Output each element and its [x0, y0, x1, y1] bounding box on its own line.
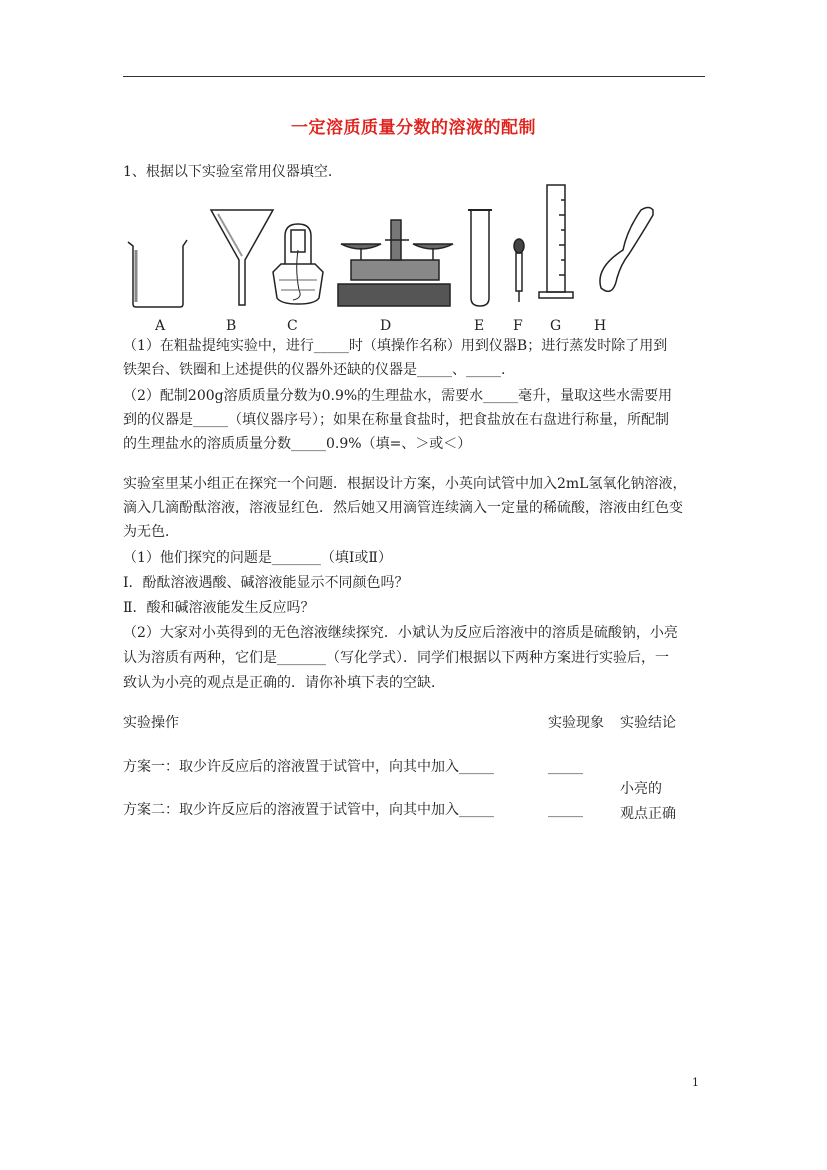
- q1-part1-line2: 铁架台、铁圈和上述提供的仪器外还缺的仪器是_____、_____.: [123, 362, 506, 378]
- q2-sub2-line2: 认为溶质有两种，它们是_______（写化学式）．同学们根据以下两种方案进行实验后，一: [123, 650, 669, 666]
- page-number: 1: [692, 1076, 699, 1089]
- apparatus-label-h: H: [594, 318, 607, 334]
- page-title: 一定溶质质量分数的溶液的配制: [291, 118, 536, 138]
- q2-intro-line3: 为无色．: [123, 524, 179, 540]
- beaker-icon: [128, 240, 187, 307]
- table-conclusion-line2: 观点正确: [620, 806, 676, 822]
- dropper-icon: [514, 239, 524, 302]
- alcohol-lamp-icon: [273, 224, 323, 304]
- q1-part2-line1: （2）配制200g溶质质量分数为0.9%的生理盐水，需要水_____毫升，量取这些水需要用: [123, 388, 673, 404]
- table-header-phenomenon: 实验现象: [548, 715, 604, 731]
- apparatus-label-c: C: [287, 318, 298, 334]
- q1-part1-line1: （1）在粗盐提纯实验中，进行_____时（填操作名称）用到仪器B；进行蒸发时除了用到: [123, 338, 668, 354]
- table-header-operation: 实验操作: [123, 715, 179, 731]
- q1-part2-line2: 到的仪器是_____（填仪器序号）；如果在称量食盐时，把食盐放在右盘进行称量，所配制: [123, 412, 669, 428]
- q2-sub2-line1: （2）大家对小英得到的无色溶液继续探究．小斌认为反应后溶液中的溶质是硫酸钠，小亮: [123, 625, 678, 641]
- question-1-heading: 1、根据以下实验室常用仪器填空.: [123, 164, 333, 180]
- q2-option-1: Ⅰ．酚酞溶液遇酸、碱溶液能显示不同颜色吗？: [123, 575, 409, 591]
- apparatus-label-e: E: [474, 318, 485, 334]
- balance-icon: [338, 220, 453, 306]
- table-row1-phenomenon: _____: [548, 759, 583, 775]
- header-rule: [123, 76, 705, 77]
- q2-sub2-line3: 致认为小亮的观点是正确的．请你补填下表的空缺．: [123, 675, 445, 691]
- apparatus-label-b: B: [226, 318, 237, 334]
- q2-intro-line1: 实验室里某小组正在探究一个问题．根据设计方案，小英向试管中加入2mL氢氧化钠溶液，: [123, 476, 687, 492]
- apparatus-label-a: A: [155, 318, 166, 334]
- graduated-cylinder-icon: [539, 185, 573, 298]
- apparatus-label-f: F: [513, 318, 523, 334]
- q1-part2-line3: 的生理盐水的溶质质量分数_____0.9%（填=、＞或＜）: [123, 436, 472, 452]
- q2-option-2: Ⅱ．酸和碱溶液能发生反应吗？: [123, 600, 315, 616]
- spoon-icon: [600, 208, 653, 292]
- apparatus-label-g: G: [550, 318, 562, 334]
- table-row2-operation: 方案二：取少许反应后的溶液置于试管中，向其中加入_____: [123, 802, 494, 818]
- table-row2-phenomenon: _____: [548, 802, 583, 818]
- q2-sub1: （1）他们探究的问题是_______（填Ⅰ或Ⅱ）: [123, 550, 392, 566]
- apparatus-label-d: D: [380, 318, 392, 334]
- table-conclusion-line1: 小亮的: [620, 781, 662, 797]
- table-row1-operation: 方案一：取少许反应后的溶液置于试管中，向其中加入_____: [123, 759, 494, 775]
- q2-intro-line2: 滴入几滴酚酞溶液，溶液显红色．然后她又用滴管连续滴入一定量的稀硫酸，溶液由红色变: [123, 500, 683, 516]
- test-tube-icon: [468, 210, 492, 306]
- table-header-conclusion: 实验结论: [620, 715, 676, 731]
- funnel-icon: [211, 210, 273, 305]
- apparatus-illustration: [123, 180, 683, 315]
